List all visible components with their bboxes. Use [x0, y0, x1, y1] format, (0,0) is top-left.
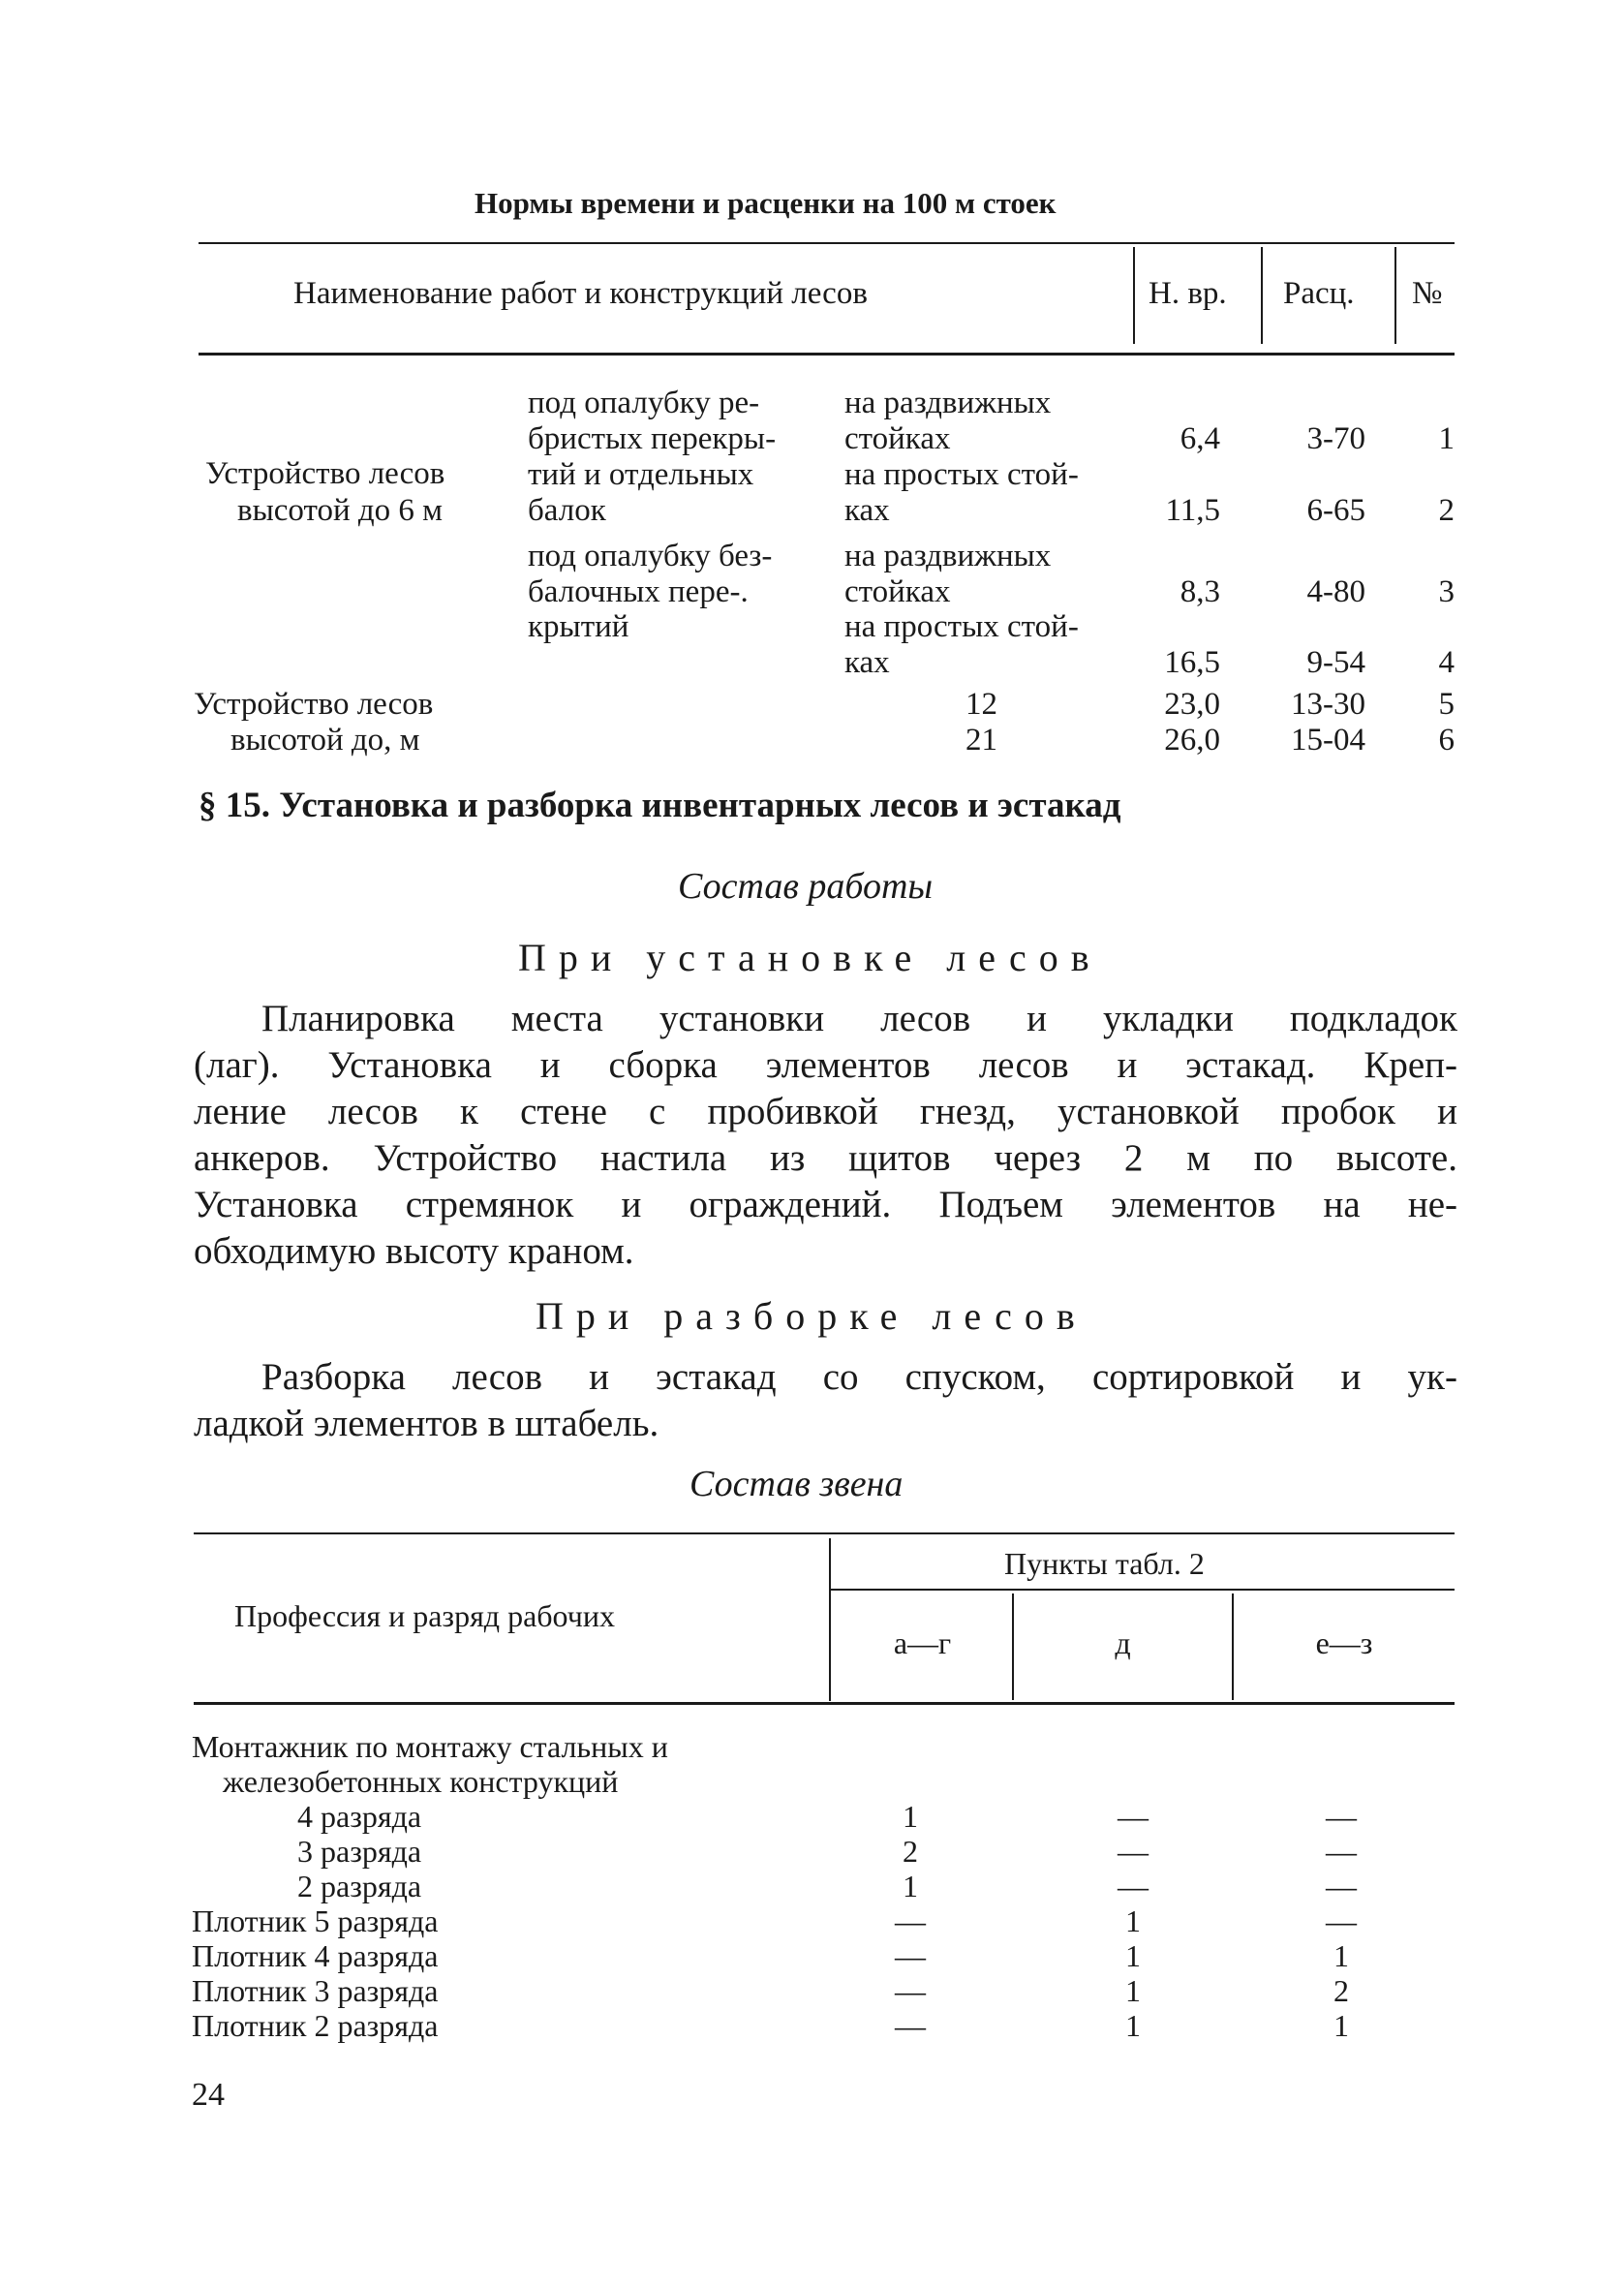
count-e: 1 — [1333, 1938, 1349, 1973]
count-d: 1 — [1125, 1903, 1141, 1938]
count-d: — — [1118, 1799, 1149, 1834]
rate-value: 15-04 — [1291, 723, 1365, 758]
row-number: 1 — [1438, 421, 1455, 456]
paragraph-line: (лаг). Установка и сборка элементов лесов и эстакад. Креп- — [194, 1044, 1457, 1086]
table1-divider — [1261, 247, 1263, 344]
time-value: 8,3 — [1180, 574, 1220, 609]
table1-title: Нормы времени и расценки на 100 м стоек — [475, 186, 1057, 220]
time-value: 6,4 — [1180, 421, 1220, 456]
paragraph-line: ление лесов к стене с пробивкой гнезд, установкой пробок и — [194, 1091, 1457, 1132]
table1-group1-label: высотой до 6 м — [237, 493, 444, 528]
count-e: — — [1326, 1903, 1357, 1938]
count-d: 1 — [1125, 2008, 1141, 2043]
count-a: — — [895, 2008, 926, 2043]
row-number: 4 — [1438, 645, 1455, 680]
table1-variant-text: ках — [844, 493, 890, 528]
table1-subgroup-text: балок — [528, 493, 606, 528]
count-e: — — [1326, 1834, 1357, 1869]
table1-subgroup-text: крытий — [528, 609, 629, 644]
count-a: — — [895, 1903, 926, 1938]
table1-group2-label: высотой до, м — [230, 723, 420, 758]
count-e: 2 — [1333, 1973, 1349, 2008]
table1-header-name: Наименование работ и конструкций лесов — [293, 276, 868, 311]
profession-label: Плотник 5 разряда — [192, 1903, 439, 1938]
count-d: — — [1118, 1869, 1149, 1903]
table1-divider — [1394, 247, 1396, 344]
table1-header-rate: Расц. — [1283, 276, 1355, 311]
count-e: — — [1326, 1799, 1357, 1834]
table1-subgroup-text: тий и отдельных — [528, 457, 754, 492]
time-value: 23,0 — [1164, 687, 1220, 722]
table2-header-rule — [194, 1702, 1455, 1705]
table2-top-rule — [194, 1532, 1455, 1534]
table2-header-col-d: д — [1115, 1625, 1131, 1660]
count-d: 1 — [1125, 1938, 1141, 1973]
row-number: 3 — [1438, 574, 1455, 609]
paragraph-line: ладкой элементов в штабель. — [194, 1403, 659, 1444]
paragraph-line: обходимую высоту краном. — [194, 1230, 634, 1272]
table2-header-col-a: а—г — [893, 1625, 952, 1660]
height-value: 21 — [965, 723, 997, 758]
rate-value: 13-30 — [1291, 687, 1365, 722]
table1-group1-label: Устройство лесов — [205, 456, 445, 491]
table1-variant-text: ках — [844, 645, 890, 680]
count-e: 1 — [1333, 2008, 1349, 2043]
rate-value: 3-70 — [1306, 421, 1365, 456]
page-number: 24 — [192, 2077, 225, 2113]
work-heading: Состав работы — [678, 866, 934, 907]
table1-variant-text: на раздвижных — [844, 539, 1052, 573]
table1-variant-text: на простых стой- — [844, 457, 1079, 492]
row-number: 2 — [1438, 493, 1455, 528]
count-a: 1 — [903, 1799, 918, 1834]
rate-value: 4-80 — [1306, 574, 1365, 609]
time-value: 26,0 — [1164, 723, 1220, 758]
table1-subgroup-text: под опалубку без- — [528, 539, 773, 573]
table1-group2-label: Устройство лесов — [194, 687, 434, 722]
count-a: — — [895, 1973, 926, 2008]
profession-label: 3 разряда — [297, 1834, 422, 1869]
paragraph-line: Разборка лесов и эстакад со спуском, сортировкой и ук- — [261, 1356, 1457, 1398]
time-value: 11,5 — [1165, 493, 1220, 528]
count-a: 2 — [903, 1834, 918, 1869]
install-paragraph — [194, 996, 1457, 1275]
table1-header-time: Н. вр. — [1149, 276, 1227, 311]
count-a: — — [895, 1938, 926, 1973]
profession-label: 2 разряда — [297, 1869, 422, 1903]
table1-variant-text: на простых стой- — [844, 609, 1079, 644]
table1-top-rule — [199, 242, 1455, 244]
rate-value: 6-65 — [1306, 493, 1365, 528]
table1-variant-text: на раздвижных — [844, 386, 1052, 420]
count-d: — — [1118, 1834, 1149, 1869]
table2-divider — [829, 1538, 831, 1701]
profession-label: 4 разряда — [297, 1799, 422, 1834]
height-value: 12 — [965, 687, 997, 722]
count-d: 1 — [1125, 1973, 1141, 2008]
rate-value: 9-54 — [1306, 645, 1365, 680]
table2-header-points: Пункты табл. 2 — [1004, 1546, 1205, 1581]
dismantle-heading: При разборке лесов — [536, 1294, 1088, 1338]
profession-label: Плотник 4 разряда — [192, 1938, 439, 1973]
profession-label: Плотник 2 разряда — [192, 2008, 439, 2043]
table1-variant-text: стойках — [844, 421, 951, 456]
dismantle-paragraph — [194, 1354, 1457, 1447]
paragraph-line: Планировка места установки лесов и укладки подкладок — [261, 998, 1457, 1039]
time-value: 16,5 — [1164, 645, 1220, 680]
table1-divider — [1133, 247, 1135, 344]
row-number: 6 — [1438, 723, 1455, 758]
table1-subgroup-text: бристых перекры- — [528, 421, 777, 456]
crew-heading: Состав звена — [689, 1464, 904, 1504]
table1-subgroup-text: балочных пере-. — [528, 574, 749, 609]
table2-group-label: Монтажник по монтажу стальных и — [192, 1729, 668, 1764]
count-e: — — [1326, 1869, 1357, 1903]
paragraph-line: анкеров. Устройство настила из щитов через 2 м по высоте. — [194, 1137, 1457, 1179]
table1-header-no: № — [1412, 276, 1443, 311]
install-heading: При установке лесов — [518, 936, 1102, 979]
table1-header-rule — [199, 353, 1455, 356]
table2-header-profession: Профессия и разряд рабочих — [234, 1598, 615, 1633]
section-title: § 15. Установка и разборка инвентарных лесов и эстакад — [199, 786, 1121, 825]
count-a: 1 — [903, 1869, 918, 1903]
profession-label: Плотник 3 разряда — [192, 1973, 439, 2008]
table1-subgroup-text: под опалубку ре- — [528, 386, 760, 420]
row-number: 5 — [1438, 687, 1455, 722]
table2-group-label: железобетонных конструкций — [223, 1764, 619, 1799]
table1-variant-text: стойках — [844, 574, 951, 609]
table2-subheader-rule — [831, 1589, 1455, 1591]
table2-header-col-e: е—з — [1315, 1625, 1373, 1660]
paragraph-line: Установка стремянок и ограждений. Подъем элементов на не- — [194, 1184, 1457, 1225]
